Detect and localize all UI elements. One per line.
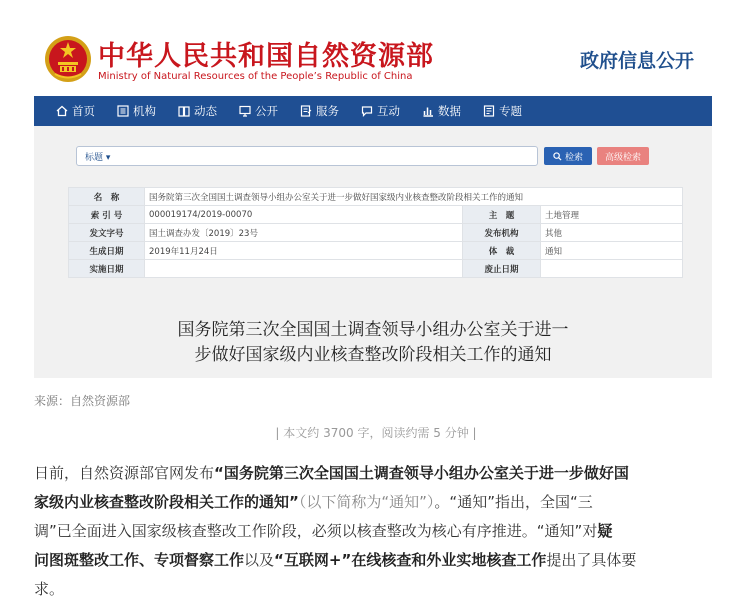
meta-value-index: 000019174/2019-00070 <box>145 206 463 224</box>
nav-item-public[interactable] <box>217 96 278 126</box>
meta-value-name: 国务院第三次全国国土调查领导小组办公室关于进一步做好国家级内业核查整改阶段相关工作的通知 <box>145 188 683 206</box>
site-subtitle: Ministry of Natural Resources of the People’s Republic of China <box>98 71 413 82</box>
meta-label-subject: 主 题 <box>463 206 541 224</box>
meta-label-genre: 体 裁 <box>463 242 541 260</box>
monitor-icon <box>239 105 251 117</box>
nav-item-home[interactable] <box>34 96 95 126</box>
paragraph-line <box>34 546 718 575</box>
table-row <box>69 242 683 260</box>
meta-value-docno: 国土调查办发〔2019〕23号 <box>145 224 463 242</box>
advanced-search-button[interactable]: 高级检索 <box>597 147 649 165</box>
meta-label-expire: 废止日期 <box>463 260 541 278</box>
search-field-select[interactable]: 标题 ▾ <box>85 153 111 163</box>
site-header <box>34 24 712 96</box>
main-nav <box>34 96 712 126</box>
paragraph-text: 求。 <box>34 580 65 598</box>
meta-value-subject: 土地管理 <box>541 206 683 224</box>
national-emblem-icon <box>43 34 93 84</box>
meta-value-effective <box>145 260 463 278</box>
nav-item-label: 服务 <box>316 104 339 118</box>
site-title: 中华人民共和国自然资源部 <box>98 41 434 72</box>
search-input[interactable] <box>76 146 538 166</box>
chart-icon <box>422 105 434 117</box>
nav-item-label: 专题 <box>499 104 522 118</box>
nav-item-label: 机构 <box>133 104 156 118</box>
paragraph-text: 调”已全面进入国家级核查整改工作阶段，必须以核查整改为核心有序推进。“通知”对 <box>34 522 598 540</box>
paragraph-line <box>34 459 718 488</box>
article-source: 来源：自然资源部 <box>34 394 131 408</box>
home-icon <box>56 105 68 117</box>
service-icon <box>300 105 312 117</box>
paragraph-line <box>34 517 718 546</box>
nav-item-organization[interactable] <box>95 96 156 126</box>
meta-label-name: 名 称 <box>69 188 145 206</box>
bold-text: 家级内业核查整改阶段相关工作的通知” <box>34 493 299 511</box>
nav-item-topic[interactable] <box>461 96 522 126</box>
topic-icon <box>483 105 495 117</box>
table-row <box>69 224 683 242</box>
bold-text: “国务院第三次全国国土调查领导小组办公室关于进一步做好国 <box>214 464 629 482</box>
article-paragraph <box>34 459 718 604</box>
meta-label-index: 索 引 号 <box>69 206 145 224</box>
search-icon <box>553 152 562 161</box>
news-icon <box>178 105 190 117</box>
table-row <box>69 188 683 206</box>
meta-value-expire <box>541 260 683 278</box>
paragraph-text: （以下简称为“通知”） <box>298 493 435 511</box>
meta-label-date: 生成日期 <box>69 242 145 260</box>
bold-text: “互联网+”在线核查和外业实地核查工作 <box>274 551 547 569</box>
paragraph-text: 以及 <box>244 551 275 569</box>
paragraph-line <box>34 488 718 517</box>
search-bar <box>76 146 696 166</box>
document-metadata-table <box>68 187 683 278</box>
document-screenshot <box>34 24 712 378</box>
meta-label-effective: 实施日期 <box>69 260 145 278</box>
paragraph-text: 日前，自然资源部官网发布 <box>34 464 215 482</box>
nav-item-news[interactable] <box>156 96 217 126</box>
document-title-line: 国务院第三次全国国土调查领导小组办公室关于进一 <box>177 320 569 340</box>
nav-item-label: 首页 <box>72 104 95 118</box>
nav-item-interaction[interactable] <box>339 96 400 126</box>
nav-item-label: 数据 <box>438 104 461 118</box>
document-title-line: 步做好国家级内业核查整改阶段相关工作的通知 <box>194 345 552 365</box>
paragraph-text: 。“通知”指出，全国“三 <box>434 493 593 511</box>
table-row <box>69 260 683 278</box>
meta-label-issuer: 发布机构 <box>463 224 541 242</box>
bold-text: 问图斑整改工作、专项督察工作 <box>34 551 245 569</box>
paragraph-line <box>34 575 718 604</box>
meta-value-date: 2019年11月24日 <box>145 242 463 260</box>
gov-info-title[interactable]: 政府信息公开 <box>579 50 694 72</box>
search-button[interactable] <box>544 147 592 165</box>
bold-text: 疑 <box>597 522 613 540</box>
meta-value-issuer: 其他 <box>541 224 683 242</box>
search-button-label: 检索 <box>564 152 583 163</box>
table-row <box>69 206 683 224</box>
nav-item-label: 互动 <box>377 104 400 118</box>
nav-item-service[interactable] <box>278 96 339 126</box>
meta-value-genre: 通知 <box>541 242 683 260</box>
nav-item-label: 动态 <box>194 104 217 118</box>
organization-icon <box>117 105 129 117</box>
reading-time-info: | 本文约 3700 字，阅读约需 5 分钟 | <box>275 426 477 440</box>
chat-icon <box>361 105 373 117</box>
paragraph-text: 提出了具体要 <box>546 551 637 569</box>
nav-item-label: 公开 <box>255 104 278 118</box>
meta-label-docno: 发文字号 <box>69 224 145 242</box>
document-title <box>34 318 712 368</box>
nav-item-data[interactable] <box>400 96 461 126</box>
